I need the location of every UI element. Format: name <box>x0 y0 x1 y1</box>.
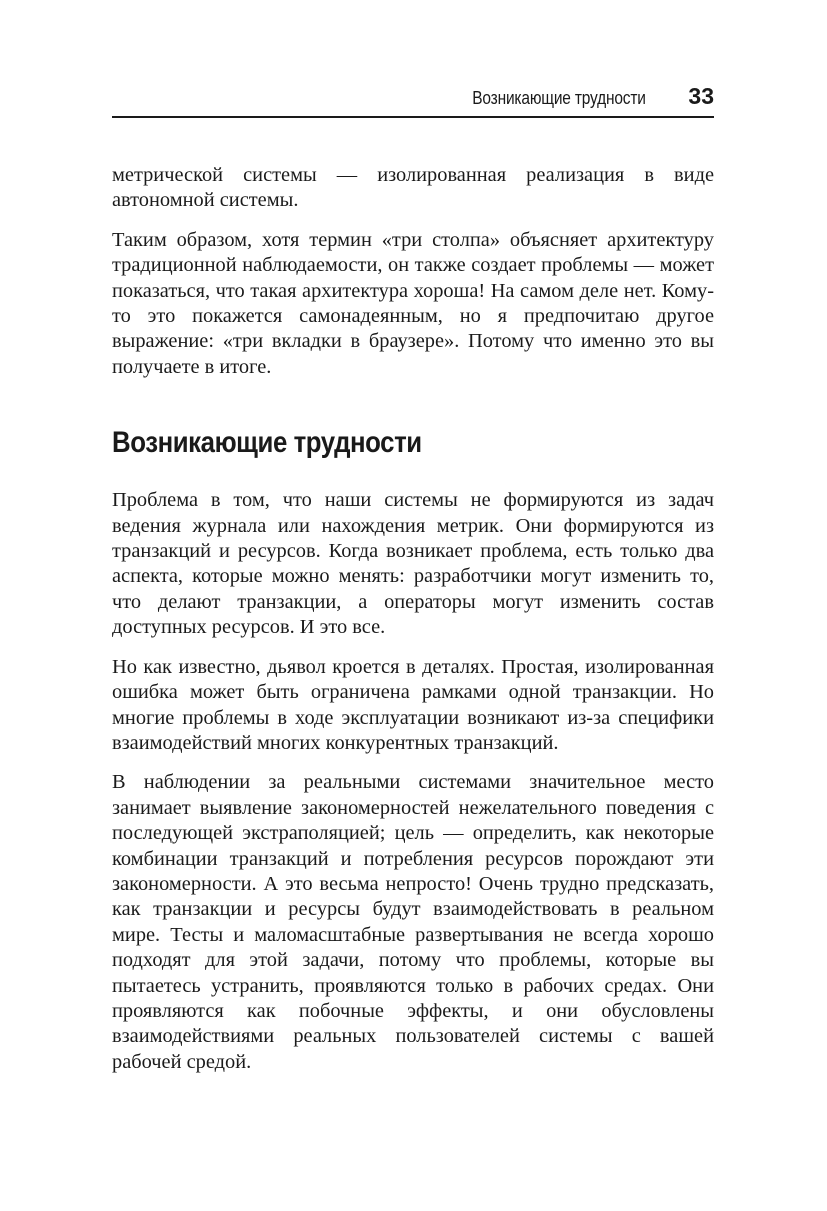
paragraph-1: метрической системы — изолированная реализация в виде автономной системы. <box>112 164 714 212</box>
paragraph-3: Проблема в том, что наши системы не формируются из задач ведения журнала или нахождения метрик. Они формируются из транзакций и ресурсов. Когда возникает проблема, есть только два аспекта, которые можно менять: разработчики могут изменить то, что делают транзакции, а операторы могут изменить состав доступных ресурсов. И это все. <box>112 489 714 639</box>
section-heading: Возникающие трудности <box>112 426 422 460</box>
running-header <box>112 82 714 118</box>
running-title: Возникающие трудности <box>472 88 646 108</box>
paragraph-5: В наблюдении за реальными системами значительное место занимает выявление закономерностей нежелательного поведения с последующей экстраполяцией; цель — определить, как некоторые комбинации транзакций и потребления ресурсов порождают эти закономерности. А это весьма непросто! Очень трудно предсказать, как транзакции и ресурсы будут взаимодействовать в реальном мире. Тесты и маломасштабные развертывания не всегда хорошо подходят для этой задачи, потому что проблемы, которые вы пытаетесь устранить, проявляются только в рабочих средах. Они проявляются как побочные эффекты, и они обусловлены взаимодействиями реальных пользователей системы с вашей рабочей средой. <box>112 771 714 1073</box>
paragraph-2: Таким образом, хотя термин «три столпа» объясняет архитектуру традиционной наблюдаемости, он также создает проблемы — может показаться, что такая архитектура хороша! На самом деле нет. Кому-то это покажется самонадеянным, но я предпочитаю другое выражение: «три вкладки в браузере». Потому что именно это вы получаете в итоге. <box>112 228 714 378</box>
page-body <box>112 163 714 1089</box>
paragraph-4: Но как известно, дьявол кроется в деталях. Простая, изолированная ошибка может быть ограничена рамками одной транзакции. Но многие проблемы в ходе эксплуатации возникают из-за специфики взаимодействий многих конкурентных транзакций. <box>112 655 714 754</box>
page-number: 33 <box>688 83 714 109</box>
